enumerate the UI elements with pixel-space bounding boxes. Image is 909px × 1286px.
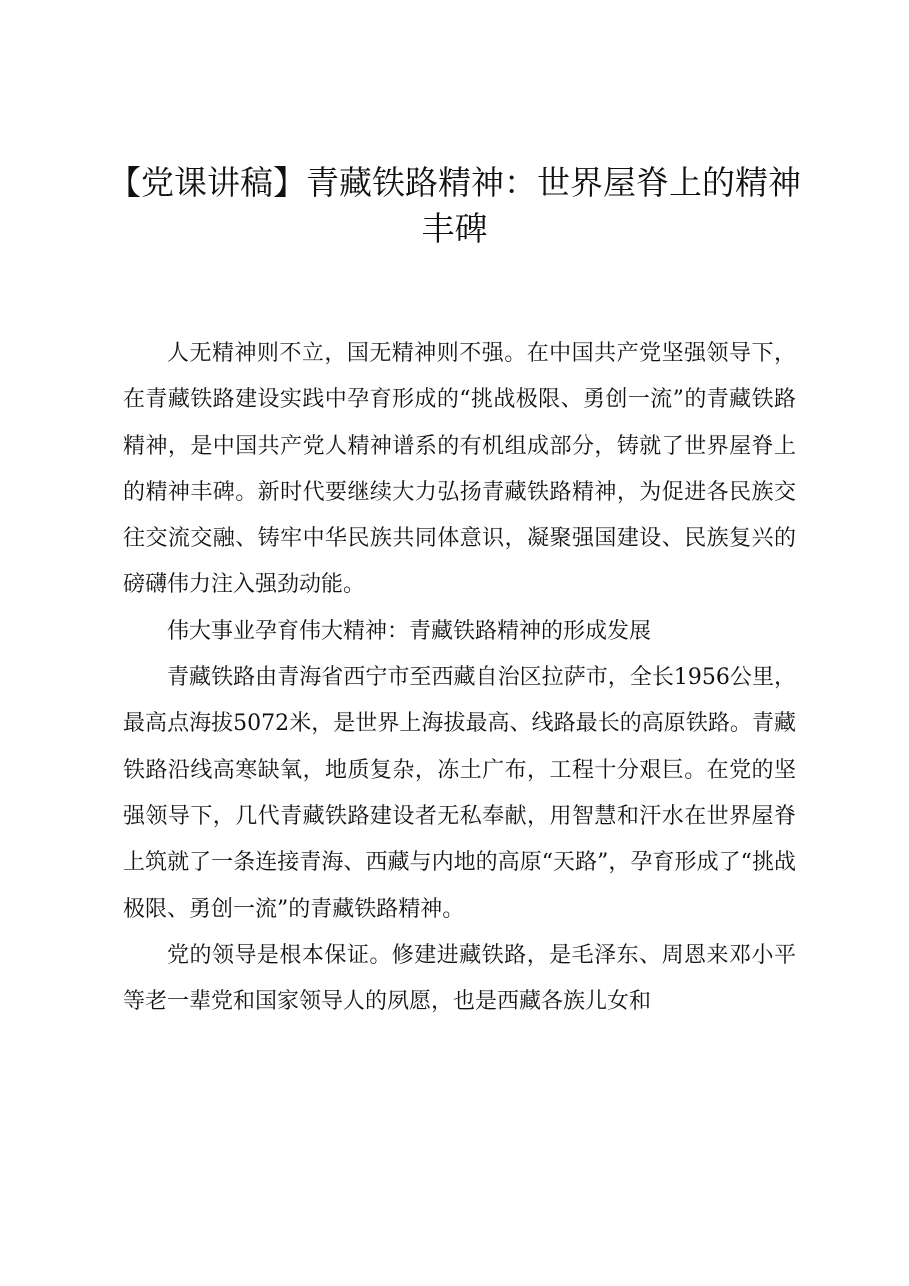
section-heading: 伟大事业孕育伟大精神：青藏铁路精神的形成发展 (167, 618, 652, 644)
document-body (123, 331, 796, 1025)
document-title: 【党课讲稿】青藏铁路精神：世界屋脊上的精神丰碑 (108, 163, 801, 248)
paragraph-railway-overview: 青藏铁路由青海省西宁市至西藏自治区拉萨市，全长1956公里，最高点海拔5072米，是世界上海拔最高、线路最长的高原铁路。青藏铁路沿线高寒缺氧，地质复杂，冻土广布，工程十分艰巨。在党的坚强领导下，几代青藏铁路建设者无私奉献，用智慧和汗水在世界屋脊上筑就了一条连接青海、西藏与内地的高原“天路”，孕育形成了“挑战极限、勇创一流”的青藏铁路精神。 (123, 665, 796, 922)
paragraph-intro: 人无精神则不立，国无精神则不强。在中国共产党坚强领导下，在青藏铁路建设实践中孕育形成的“挑战极限、勇创一流”的青藏铁路精神，是中国共产党人精神谱系的有机组成部分，铸就了世界屋脊上的精神丰碑。新时代要继续大力弘扬青藏铁路精神，为促进各民族交往交流交融、铸牢中华民族共同体意识，凝聚强国建设、民族复兴的磅礴伟力注入强劲动能。 (123, 341, 796, 598)
paragraph-party-leadership: 党的领导是根本保证。修建进藏铁路，是毛泽东、周恩来邓小平等老一辈党和国家领导人的夙愿，也是西藏各族儿女和 (123, 942, 796, 1015)
